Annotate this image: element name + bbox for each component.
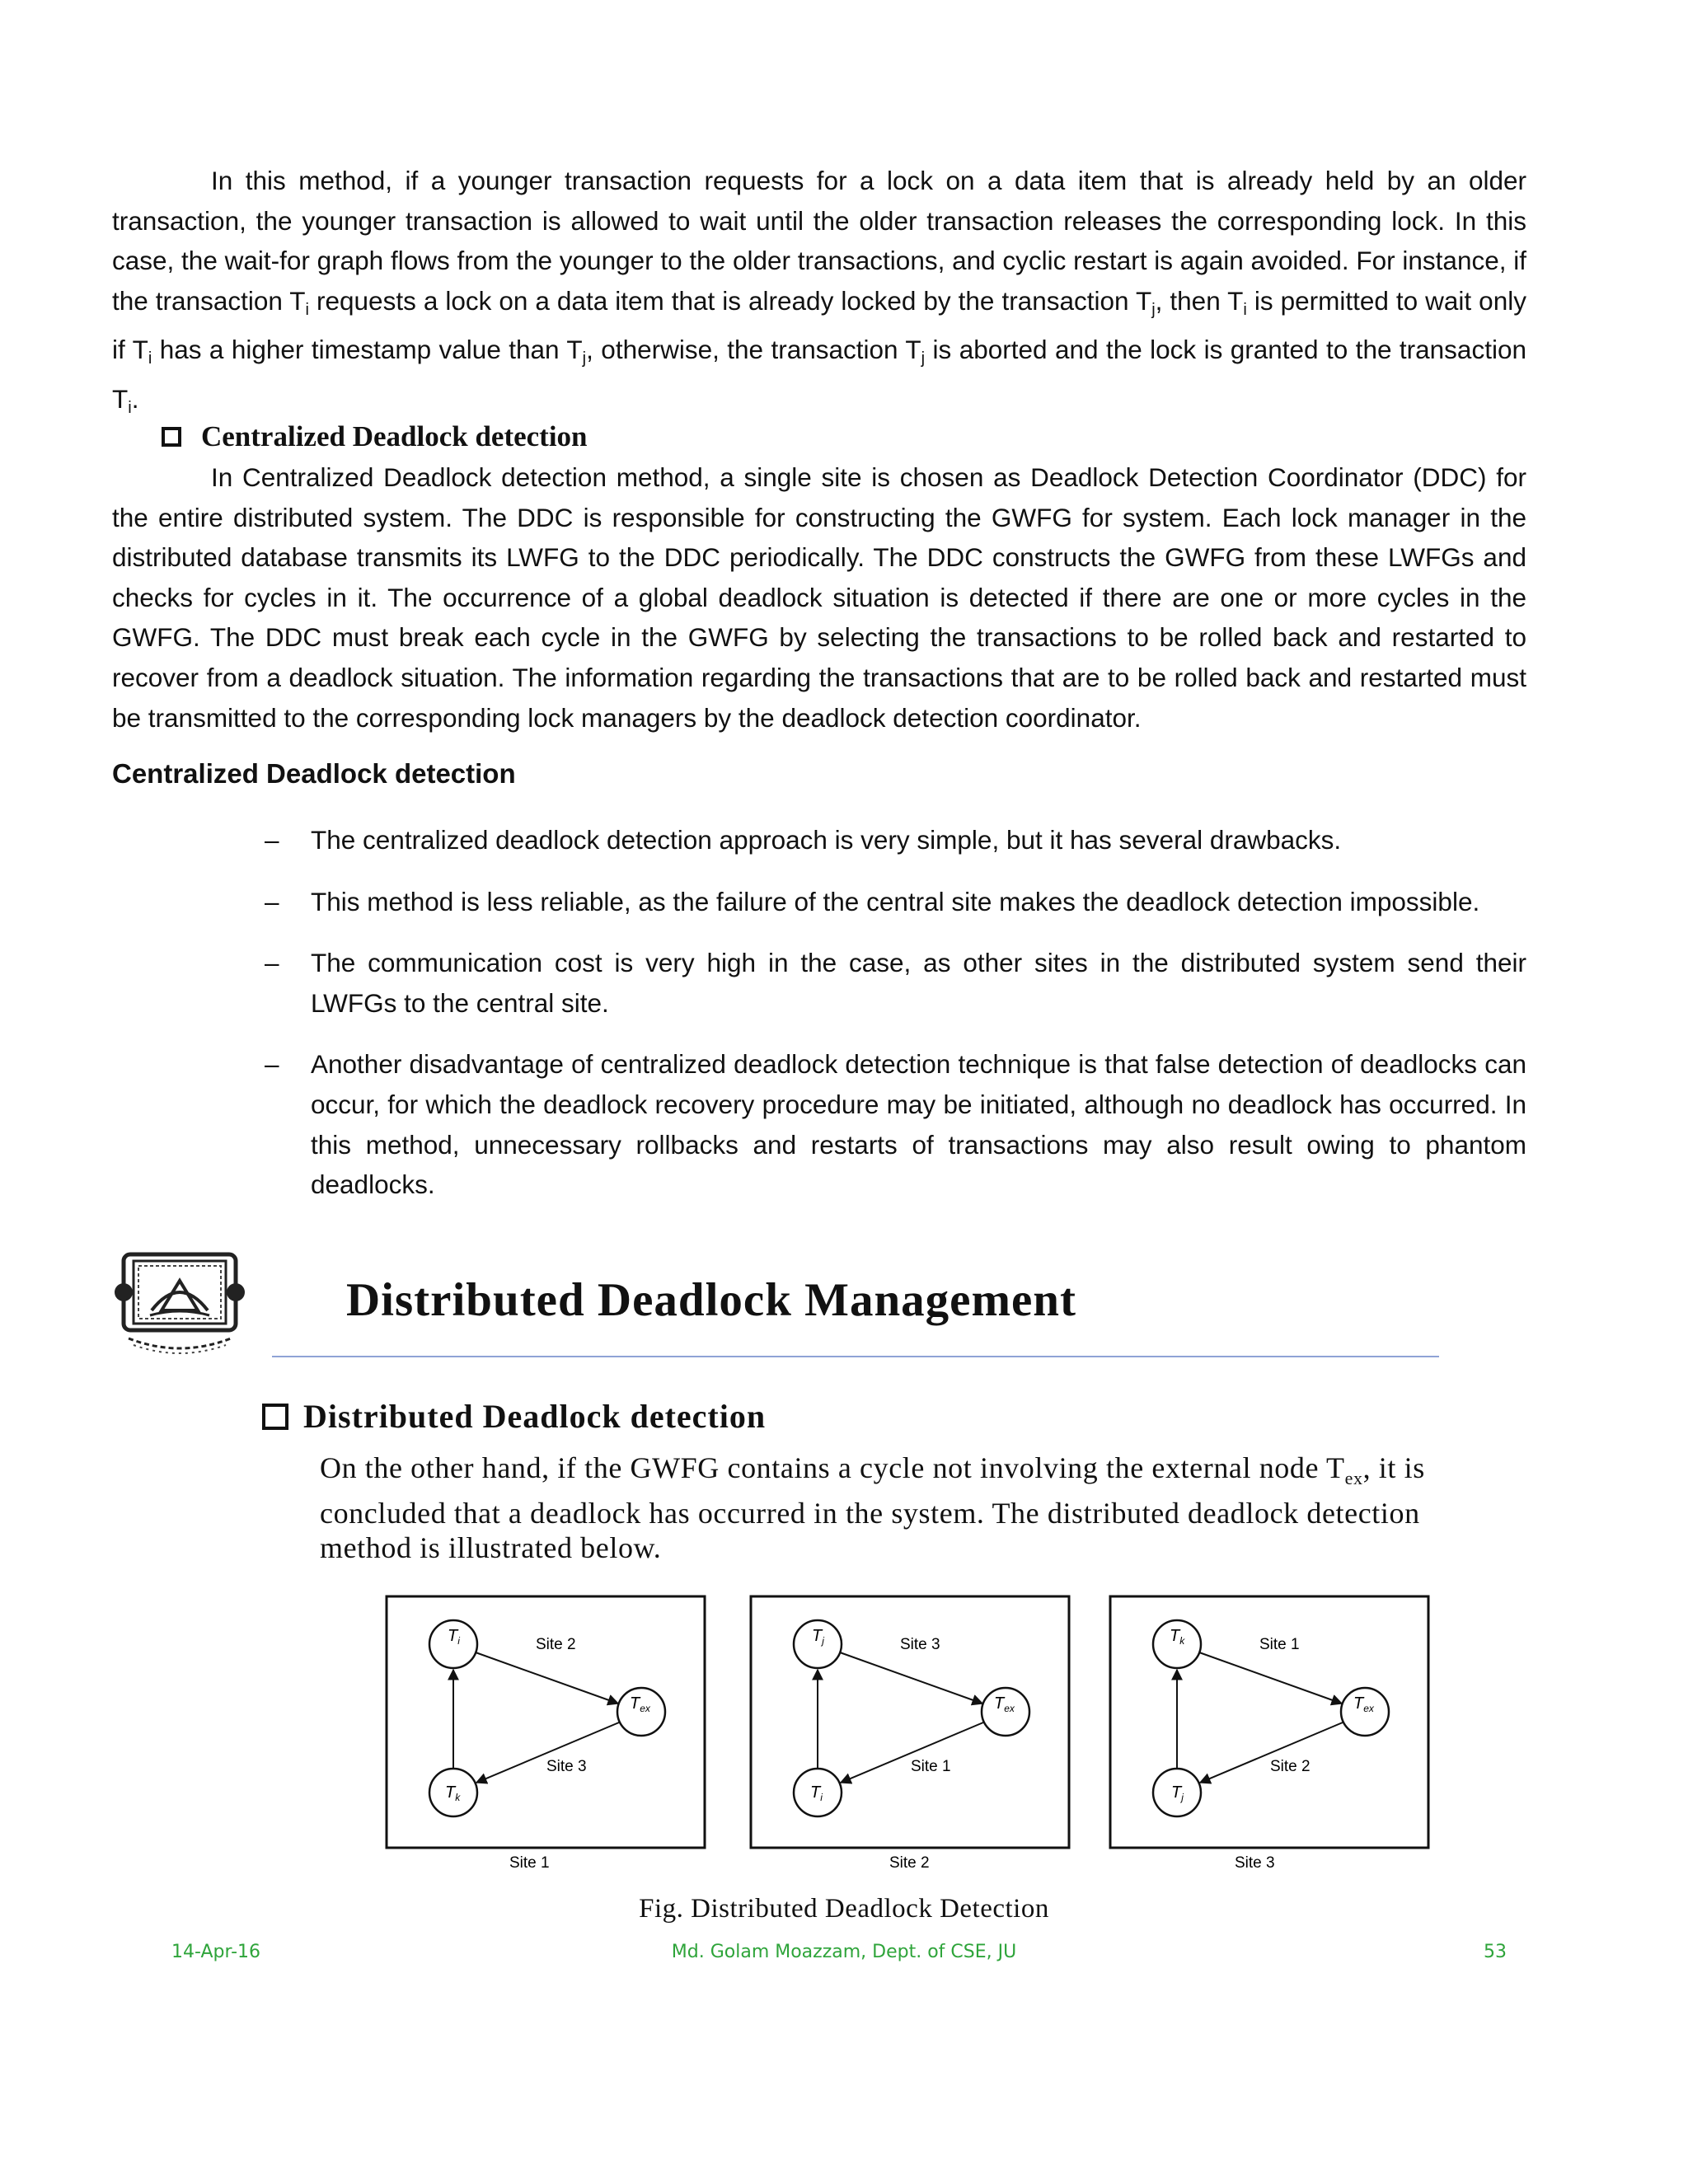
slide-subtitle: Distributed Deadlock detection: [262, 1397, 766, 1436]
checkbox-bullet-icon: [262, 1404, 288, 1430]
footer-page-number: 53: [1484, 1942, 1507, 1962]
checkbox-bullet-icon: [162, 427, 181, 447]
section-heading-centralized: Centralized Deadlock detection: [162, 420, 588, 453]
dash-bullet: –: [265, 825, 279, 855]
graph-site-1: [387, 1596, 705, 1872]
slide-title: Distributed Deadlock Management: [346, 1274, 1076, 1326]
edge-top-ex: [476, 1652, 618, 1704]
edge-top-ex: [1199, 1652, 1342, 1704]
footer-author: Md. Golam Moazzam, Dept. of CSE, JU: [671, 1942, 1017, 1962]
university-logo-icon: [114, 1249, 246, 1357]
graph-site-2: [751, 1596, 1069, 1872]
node-top-label: $T_k$: [1170, 1627, 1185, 1647]
node-top-label: $T_i$: [448, 1627, 460, 1647]
paragraph-centralized: In Centralized Deadlock detection method, a single site is chosen as Deadlock Detection Coordinator (DDC) for the entire distributed system. The DDC is responsible for constructing the GWFG for system. Each lock manager in the distributed database transmits its LWFG to the DDC periodically. The DDC constructs the GWFG from these LWFGs and checks for cycles in it. The occurrence of a global deadlock situation is detected if there are one or more cycles in the GWFG. The DDC must break each cycle in the GWFG by selecting the transactions to be rolled back and restarted to recover from a deadlock situation. The information regarding the transactions that are to be rolled back and restarted must be transmitted to the corresponding lock managers by the deadlock detection coordinator.: [112, 462, 1526, 733]
dash-bullet: –: [265, 886, 279, 916]
edge-label-bottom: Site 1: [911, 1758, 951, 1775]
list-item: – This method is less reliable, as the failure of the central site makes the deadlock detection impossible.: [276, 882, 1526, 922]
subheading-centralized: Centralized Deadlock detection: [112, 758, 516, 789]
edge-label-top: Site 2: [536, 1636, 576, 1653]
distributed-wfg-diagrams: [383, 1595, 1438, 1879]
figure-caption: Fig. Distributed Deadlock Detection: [639, 1894, 1049, 1924]
graph-frame: [751, 1596, 1069, 1848]
list-item: – The centralized deadlock detection approach is very simple, but it has several drawbacks.: [276, 820, 1526, 860]
node-ex-label: $T_{ex}$: [630, 1694, 650, 1714]
dash-bullet: –: [265, 948, 279, 978]
edge-top-ex: [840, 1652, 982, 1704]
graph-caption: Site 2: [889, 1854, 930, 1872]
list-item: – The communication cost is very high in the case, as other sites in the distributed system send their LWFGs to the central site.: [276, 943, 1526, 1023]
drawbacks-list: [265, 820, 1526, 1226]
title-divider: [272, 1356, 1439, 1357]
edge-label-bottom: Site 2: [1270, 1758, 1311, 1775]
dash-bullet: –: [265, 1049, 279, 1080]
graph-frame: [1110, 1596, 1428, 1848]
slide-paragraph: On the other hand, if the GWFG contains a cycle not involving the external node $T_{ex}$, it is concluded that a deadlock has occurred in the system. The distributed deadlock detection method is illustrated below.: [320, 1451, 1425, 1565]
paragraph-wait-die: In this method, if a younger transaction requests for a lock on a data item that is already held by an older transaction, the younger transaction is allowed to wait until the older transaction releases the corresponding lock. In this case, the wait-for graph flows from the younger to the older transactions, and cyclic restart is again avoided. For instance, if the transaction $T_i$ requests a lock on a data item that is already locked by the transaction $T_j$, then $T_i$ is permitted to wait only if $T_i$ has a higher timestamp value than $T_j$, otherwise, the transaction $T_j$ is aborted and the lock is granted to the transaction $T_i$.: [112, 166, 1526, 417]
graph-caption: Site 3: [1235, 1854, 1275, 1872]
node-ex-label: $T_{ex}$: [1353, 1694, 1374, 1714]
node-top-label: $T_j$: [812, 1627, 824, 1647]
node-ex-label: $T_{ex}$: [994, 1694, 1015, 1714]
edge-label-bottom: Site 3: [546, 1758, 587, 1775]
node-bottom-label: $T_j$: [1171, 1783, 1184, 1803]
node-bottom-label: $T_i$: [810, 1783, 823, 1803]
node-bottom-label: $T_k$: [445, 1783, 461, 1803]
edge-label-top: Site 3: [900, 1636, 940, 1653]
footer-date: 14-Apr-16: [171, 1942, 261, 1962]
edge-label-top: Site 1: [1259, 1636, 1300, 1653]
graph-site-3: [1110, 1596, 1428, 1872]
list-item: – Another disadvantage of centralized deadlock detection technique is that false detection of deadlocks can occur, for which the deadlock recovery procedure may be initiated, although no deadlock has occurred. In this method, unnecessary rollbacks and restarts of transactions may also result owing to phantom deadlocks.: [276, 1044, 1526, 1204]
graph-frame: [387, 1596, 705, 1848]
graph-caption: Site 1: [509, 1854, 550, 1872]
